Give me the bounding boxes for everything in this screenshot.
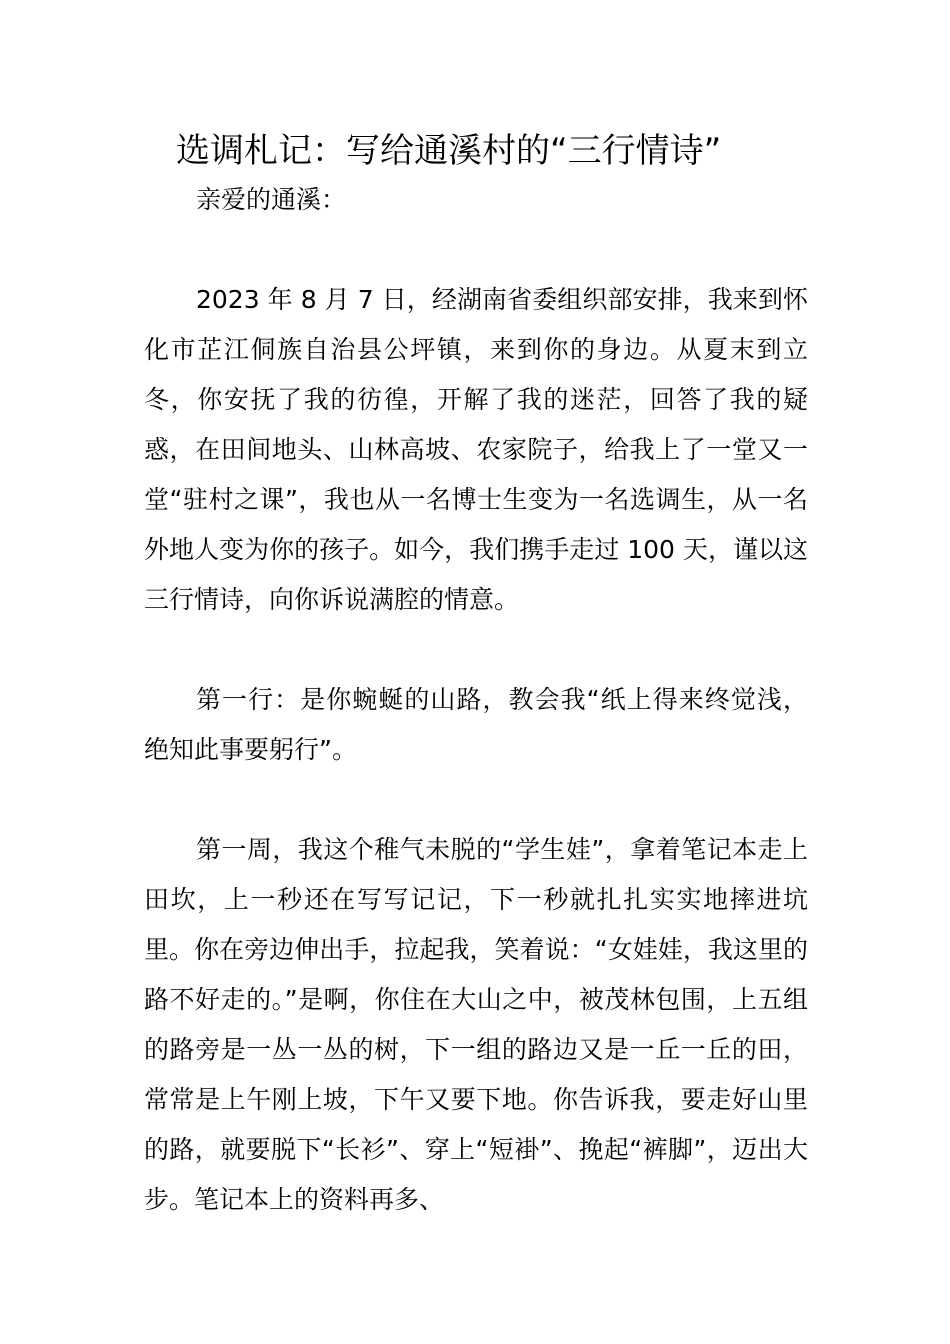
paragraph-first-week: 第一周，我这个稚气未脱的“学生娃”，拿着笔记本走上田坎，上一秒还在写写记记，下一秒就扎扎实实地摔进坑里。你在旁边伸出手，拉起我，笑着说：“女娃娃，我这里的路不好走的。”是啊，你住在大山之中，被茂林包围，上五组的路旁是一丛一丛的树，下一组的路边又是一丘一丘的田，常常是上午刚上坡，下午又要下地。你告诉我，要走好山里的路，就要脱下“长衫”、穿上“短褂”、挽起“裤脚”，迈出大步。笔记本上的资料再多、 — [144, 835, 808, 1214]
paragraph-first-line: 第一行：是你蜿蜒的山路，教会我“纸上得来终觉浅，绝知此事要躬行”。 — [144, 685, 808, 764]
salutation: 亲爱的通溪： — [196, 185, 347, 214]
document-title: 选调札记：写给通溪村的“三行情诗” — [176, 131, 722, 171]
paragraph-intro: 2023 年 8 月 7 日，经湖南省委组织部安排，我来到怀化市芷江侗族自治县公坪镇，来到你的身边。从夏末到立冬，你安抚了我的彷徨，开解了我的迷茫，回答了我的疑惑，在田间地头、山林高坡、农家院子，给我上了一堂又一堂“驻村之课”，我也从一名博士生变为一名选调生，从一名外地人变为你的孩子。如今，我们携手走过 100 天，谨以这三行情诗，向你诉说满腔的情意。 — [144, 285, 808, 614]
